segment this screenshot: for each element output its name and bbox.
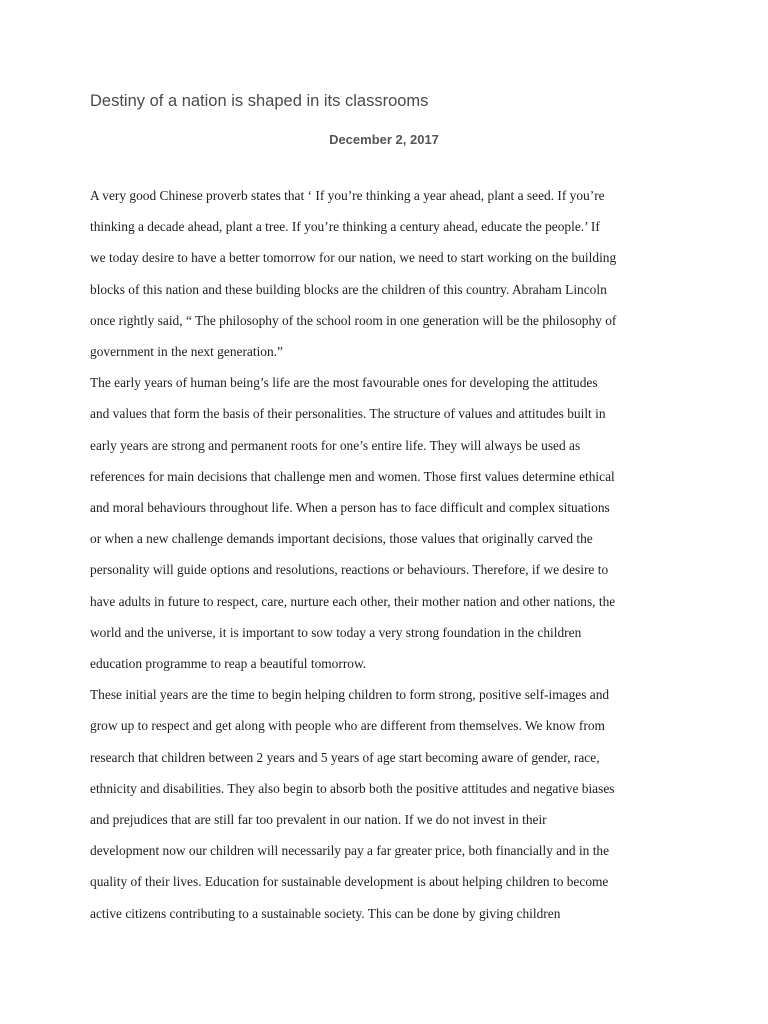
text-line: government in the next generation.” (90, 344, 283, 360)
paragraph-1 (90, 180, 688, 367)
text-line: once rightly said, “ The philosophy of the school room in one generation will be the philosophy of (90, 312, 617, 328)
paragraph-2 (90, 367, 688, 679)
text-line: references for main decisions that challenge men and women. Those first values determine ethical (90, 468, 615, 484)
text-line: blocks of this nation and these building blocks are the children of this country. Abraham Lincoln (90, 281, 607, 297)
text-line: and values that form the basis of their personalities. The structure of values and attitudes built in (90, 406, 606, 422)
text-line: world and the universe, it is important to sow today a very strong foundation in the children (90, 624, 582, 640)
text-line: A very good Chinese proverb states that ‘ If you’re thinking a year ahead, plant a seed. If you’re (90, 188, 605, 203)
text-line: and prejudices that are still far too prevalent in our nation. If we do not invest in their (90, 812, 547, 828)
text-line: or when a new challenge demands important decisions, those values that originally carved the (90, 531, 593, 547)
text-line: These initial years are the time to begin helping children to form strong, positive self-images and (90, 687, 610, 703)
text-line: we today desire to have a better tomorrow for our nation, we need to start working on the building (90, 250, 617, 266)
text-line: active citizens contributing to a sustainable society. This can be done by giving children (90, 905, 561, 921)
text-line: early years are strong and permanent roots for one’s entire life. They will always be used as (90, 437, 581, 453)
text-line: development now our children will necessarily pay a far greater price, both financially and in the (90, 843, 610, 859)
document-date: December 2, 2017 (329, 132, 439, 147)
paragraph-3 (90, 679, 688, 929)
text-line: The early years of human being’s life are the most favourable ones for developing the attitudes (90, 375, 598, 391)
text-line: and moral behaviours throughout life. When a person has to face difficult and complex situations (90, 500, 610, 516)
text-line: thinking a decade ahead, plant a tree. If you’re thinking a century ahead, educate the people.’ If (90, 219, 600, 235)
document-body (90, 180, 688, 929)
text-line: personality will guide options and resolutions, reactions or behaviours. Therefore, if we desire to (90, 562, 609, 578)
text-line: quality of their lives. Education for sustainable development is about helping children to become (90, 874, 609, 890)
text-line: ethnicity and disabilities. They also begin to absorb both the positive attitudes and negative biases (90, 780, 615, 796)
text-line: grow up to respect and get along with people who are different from themselves. We know from (90, 718, 605, 734)
text-line: education programme to reap a beautiful tomorrow. (90, 656, 367, 672)
text-line: have adults in future to respect, care, nurture each other, their mother nation and other nations, the (90, 593, 616, 609)
document-title: Destiny of a nation is shaped in its classrooms (90, 92, 429, 110)
text-line: research that children between 2 years and 5 years of age start becoming aware of gender, race, (90, 749, 600, 765)
